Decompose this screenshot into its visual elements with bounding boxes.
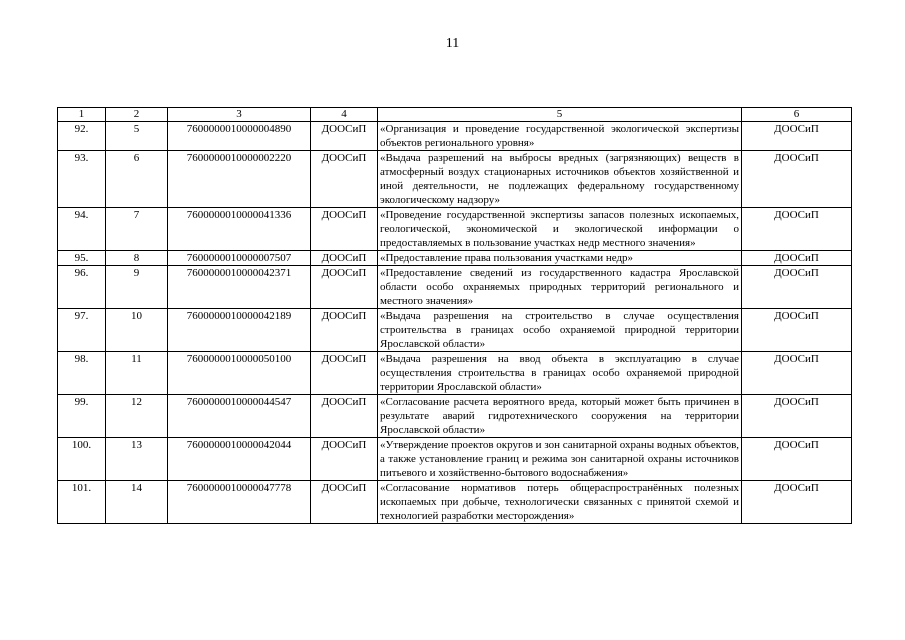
table-row [58, 208, 852, 251]
header-row [58, 108, 852, 122]
organization-cell: ДООСиП [311, 395, 378, 438]
column-header-4: 4 [311, 108, 378, 122]
page-number: 11 [445, 36, 460, 51]
service-name-cell: «Предоставление сведений из государственного кадастра Ярославской области особо охраняемых природных территорий регионального и местного значения» [378, 266, 742, 309]
index-cell: 13 [106, 438, 168, 481]
responsible-cell: ДООСиП [742, 122, 852, 151]
index-cell: 14 [106, 481, 168, 524]
organization-cell: ДООСиП [311, 266, 378, 309]
service-code-cell: 7600000010000041336 [168, 208, 311, 251]
table-row [58, 122, 852, 151]
table-row [58, 352, 852, 395]
organization-cell: ДООСиП [311, 208, 378, 251]
index-cell: 8 [106, 251, 168, 266]
index-cell: 9 [106, 266, 168, 309]
responsible-cell: ДООСиП [742, 309, 852, 352]
service-name-cell: «Выдача разрешения на строительство в случае осуществления строительства в границах особо охраняемой природной территории Ярославской области» [378, 309, 742, 352]
service-code-cell: 7600000010000042371 [168, 266, 311, 309]
row-number-cell: 101. [58, 481, 106, 524]
column-header-1: 1 [58, 108, 106, 122]
service-code-cell: 7600000010000050100 [168, 352, 311, 395]
responsible-cell: ДООСиП [742, 251, 852, 266]
index-cell: 7 [106, 208, 168, 251]
service-code-cell: 7600000010000042044 [168, 438, 311, 481]
index-cell: 12 [106, 395, 168, 438]
column-header-5: 5 [378, 108, 742, 122]
row-number-cell: 92. [58, 122, 106, 151]
services-table [57, 107, 852, 524]
responsible-cell: ДООСиП [742, 266, 852, 309]
responsible-cell: ДООСиП [742, 208, 852, 251]
row-number-cell: 96. [58, 266, 106, 309]
column-header-3: 3 [168, 108, 311, 122]
service-name-cell: «Предоставление права пользования участками недр» [378, 251, 742, 266]
organization-cell: ДООСиП [311, 151, 378, 208]
table-row [58, 395, 852, 438]
service-name-cell: «Утверждение проектов округов и зон санитарной охраны водных объектов, а также установление границ и режима зон санитарной охраны источников питьевого и хозяйственно-бытового водоснабжения» [378, 438, 742, 481]
organization-cell: ДООСиП [311, 251, 378, 266]
column-header-2: 2 [106, 108, 168, 122]
service-name-cell: «Согласование нормативов потерь общераспространённых полезных ископаемых при добыче, технологически связанных с принятой схемой и технологией разработки месторождения» [378, 481, 742, 524]
service-name-cell: «Проведение государственной экспертизы запасов полезных ископаемых, геологической, экономической и экологической информации о предоставляемых в пользование участках недр местного значения» [378, 208, 742, 251]
table-row [58, 251, 852, 266]
service-code-cell: 7600000010000047778 [168, 481, 311, 524]
index-cell: 6 [106, 151, 168, 208]
column-header-6: 6 [742, 108, 852, 122]
table-row [58, 438, 852, 481]
row-number-cell: 98. [58, 352, 106, 395]
responsible-cell: ДООСиП [742, 481, 852, 524]
index-cell: 5 [106, 122, 168, 151]
organization-cell: ДООСиП [311, 122, 378, 151]
table-row [58, 309, 852, 352]
responsible-cell: ДООСиП [742, 395, 852, 438]
table-row [58, 266, 852, 309]
row-number-cell: 94. [58, 208, 106, 251]
index-cell: 11 [106, 352, 168, 395]
service-name-cell: «Согласование расчета вероятного вреда, который может быть причинен в результате аварий гидротехнического сооружения на территории Ярославской области» [378, 395, 742, 438]
responsible-cell: ДООСиП [742, 352, 852, 395]
row-number-cell: 95. [58, 251, 106, 266]
organization-cell: ДООСиП [311, 352, 378, 395]
responsible-cell: ДООСиП [742, 438, 852, 481]
table-row [58, 151, 852, 208]
row-number-cell: 100. [58, 438, 106, 481]
service-name-cell: «Выдача разрешения на ввод объекта в эксплуатацию в случае осуществления строительства в границах особо охраняемой природной территории Ярославской области» [378, 352, 742, 395]
organization-cell: ДООСиП [311, 438, 378, 481]
service-name-cell: «Организация и проведение государственной экологической экспертизы объектов регионального уровня» [378, 122, 742, 151]
organization-cell: ДООСиП [311, 309, 378, 352]
service-name-cell: «Выдача разрешений на выбросы вредных (загрязняющих) веществ в атмосферный воздух стационарных источников объектов хозяйственной и иной деятельности, не подлежащих федеральному государственному экологическому надзору» [378, 151, 742, 208]
service-code-cell: 7600000010000004890 [168, 122, 311, 151]
row-number-cell: 99. [58, 395, 106, 438]
service-code-cell: 7600000010000042189 [168, 309, 311, 352]
service-code-cell: 7600000010000044547 [168, 395, 311, 438]
index-cell: 10 [106, 309, 168, 352]
table-body [58, 122, 852, 524]
row-number-cell: 97. [58, 309, 106, 352]
service-code-cell: 7600000010000002220 [168, 151, 311, 208]
row-number-cell: 93. [58, 151, 106, 208]
organization-cell: ДООСиП [311, 481, 378, 524]
service-code-cell: 7600000010000007507 [168, 251, 311, 266]
table-row [58, 481, 852, 524]
responsible-cell: ДООСиП [742, 151, 852, 208]
